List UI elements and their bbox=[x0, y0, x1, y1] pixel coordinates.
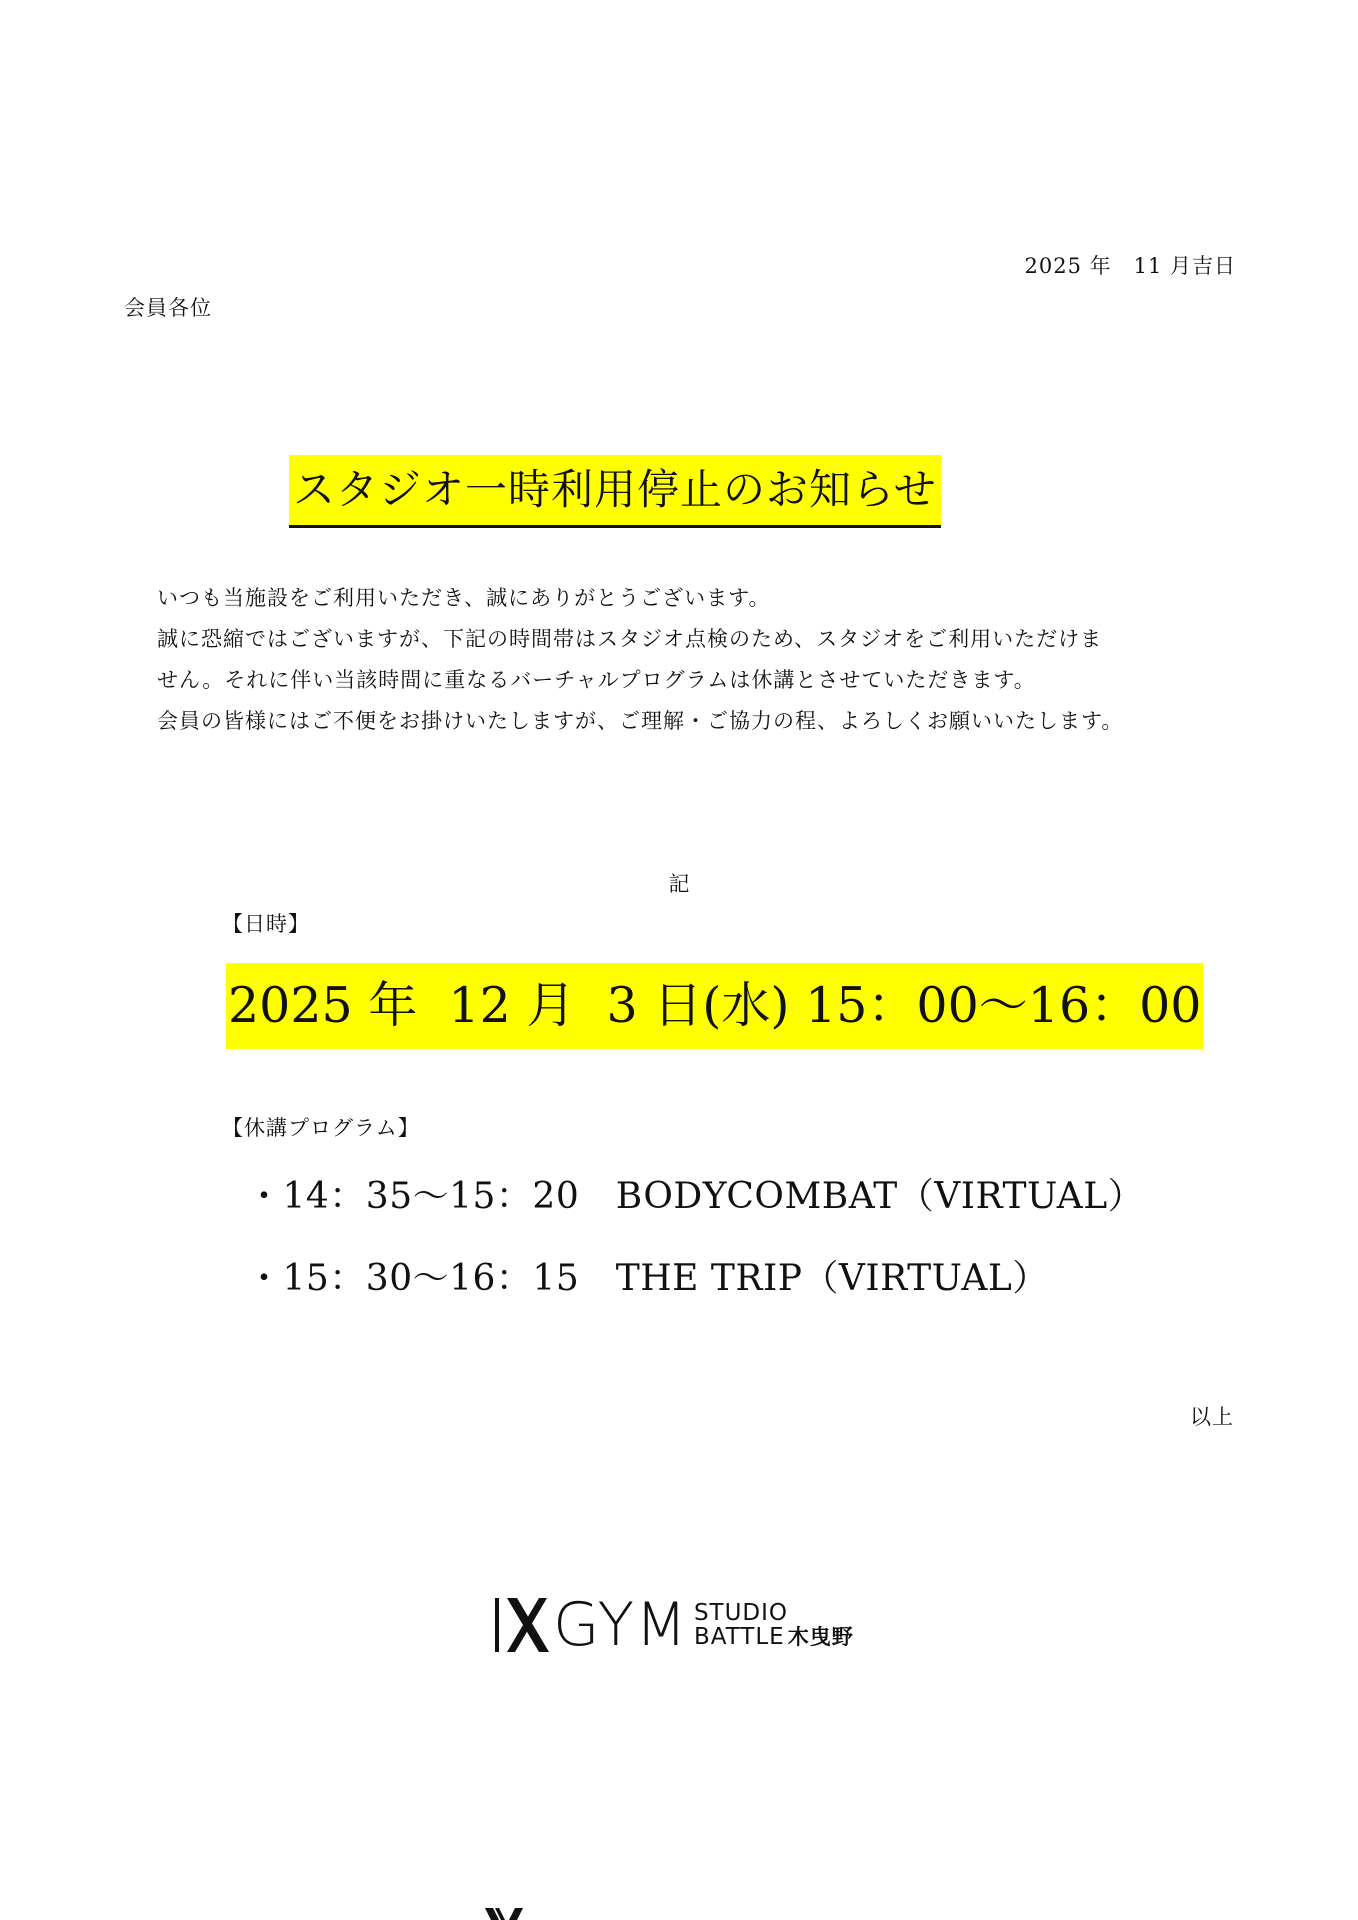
closing-text: 以上 bbox=[1190, 1405, 1234, 1429]
logo-studio: STUDIO bbox=[693, 1600, 789, 1626]
gym-logo bbox=[495, 1592, 854, 1658]
program-item: ・15：30～16：15 THE TRIP（VIRTUAL） bbox=[246, 1258, 1049, 1299]
program-item: ・14：35～15：20 BODYCOMBAT（VIRTUAL） bbox=[246, 1176, 1145, 1217]
datetime-label: 【日時】 bbox=[222, 912, 310, 936]
logo-mark-icon bbox=[495, 1594, 551, 1656]
logo-battle-row bbox=[694, 1625, 854, 1649]
body-line: せん。それに伴い当該時間に重なるバーチャルプログラムは休講とさせていただきます。 bbox=[157, 668, 1036, 692]
body-line: いつも当施設をご利用いただき、誠にありがとうございます。 bbox=[157, 586, 771, 610]
partial-logo-icon bbox=[481, 1908, 529, 1920]
logo-subtext bbox=[694, 1601, 854, 1649]
logo-location: 木曳野 bbox=[787, 1625, 854, 1649]
notice-title: スタジオ一時利用停止のお知らせ bbox=[289, 455, 941, 528]
notice-body bbox=[157, 578, 1207, 742]
programs-label: 【休講プログラム】 bbox=[222, 1116, 420, 1140]
logo-battle: BATTLE bbox=[693, 1624, 785, 1650]
suspension-datetime: 2025 年 12 月 3 日(水) 15：00～16：00 bbox=[226, 963, 1203, 1049]
logo-brand: GYM bbox=[553, 1590, 688, 1660]
addressee: 会員各位 bbox=[124, 296, 212, 320]
body-line: 誠に恐縮ではございますが、下記の時間帯はスタジオ点検のため、スタジオをご利用いただけま bbox=[157, 627, 1103, 651]
notice-date: 2025 年 11 月吉日 bbox=[1024, 254, 1236, 278]
body-line: 会員の皆様にはご不便をお掛けいたしますが、ご理解・ご協力の程、よろしくお願いいたします。 bbox=[157, 709, 1124, 733]
ki-heading: 記 bbox=[668, 872, 690, 896]
